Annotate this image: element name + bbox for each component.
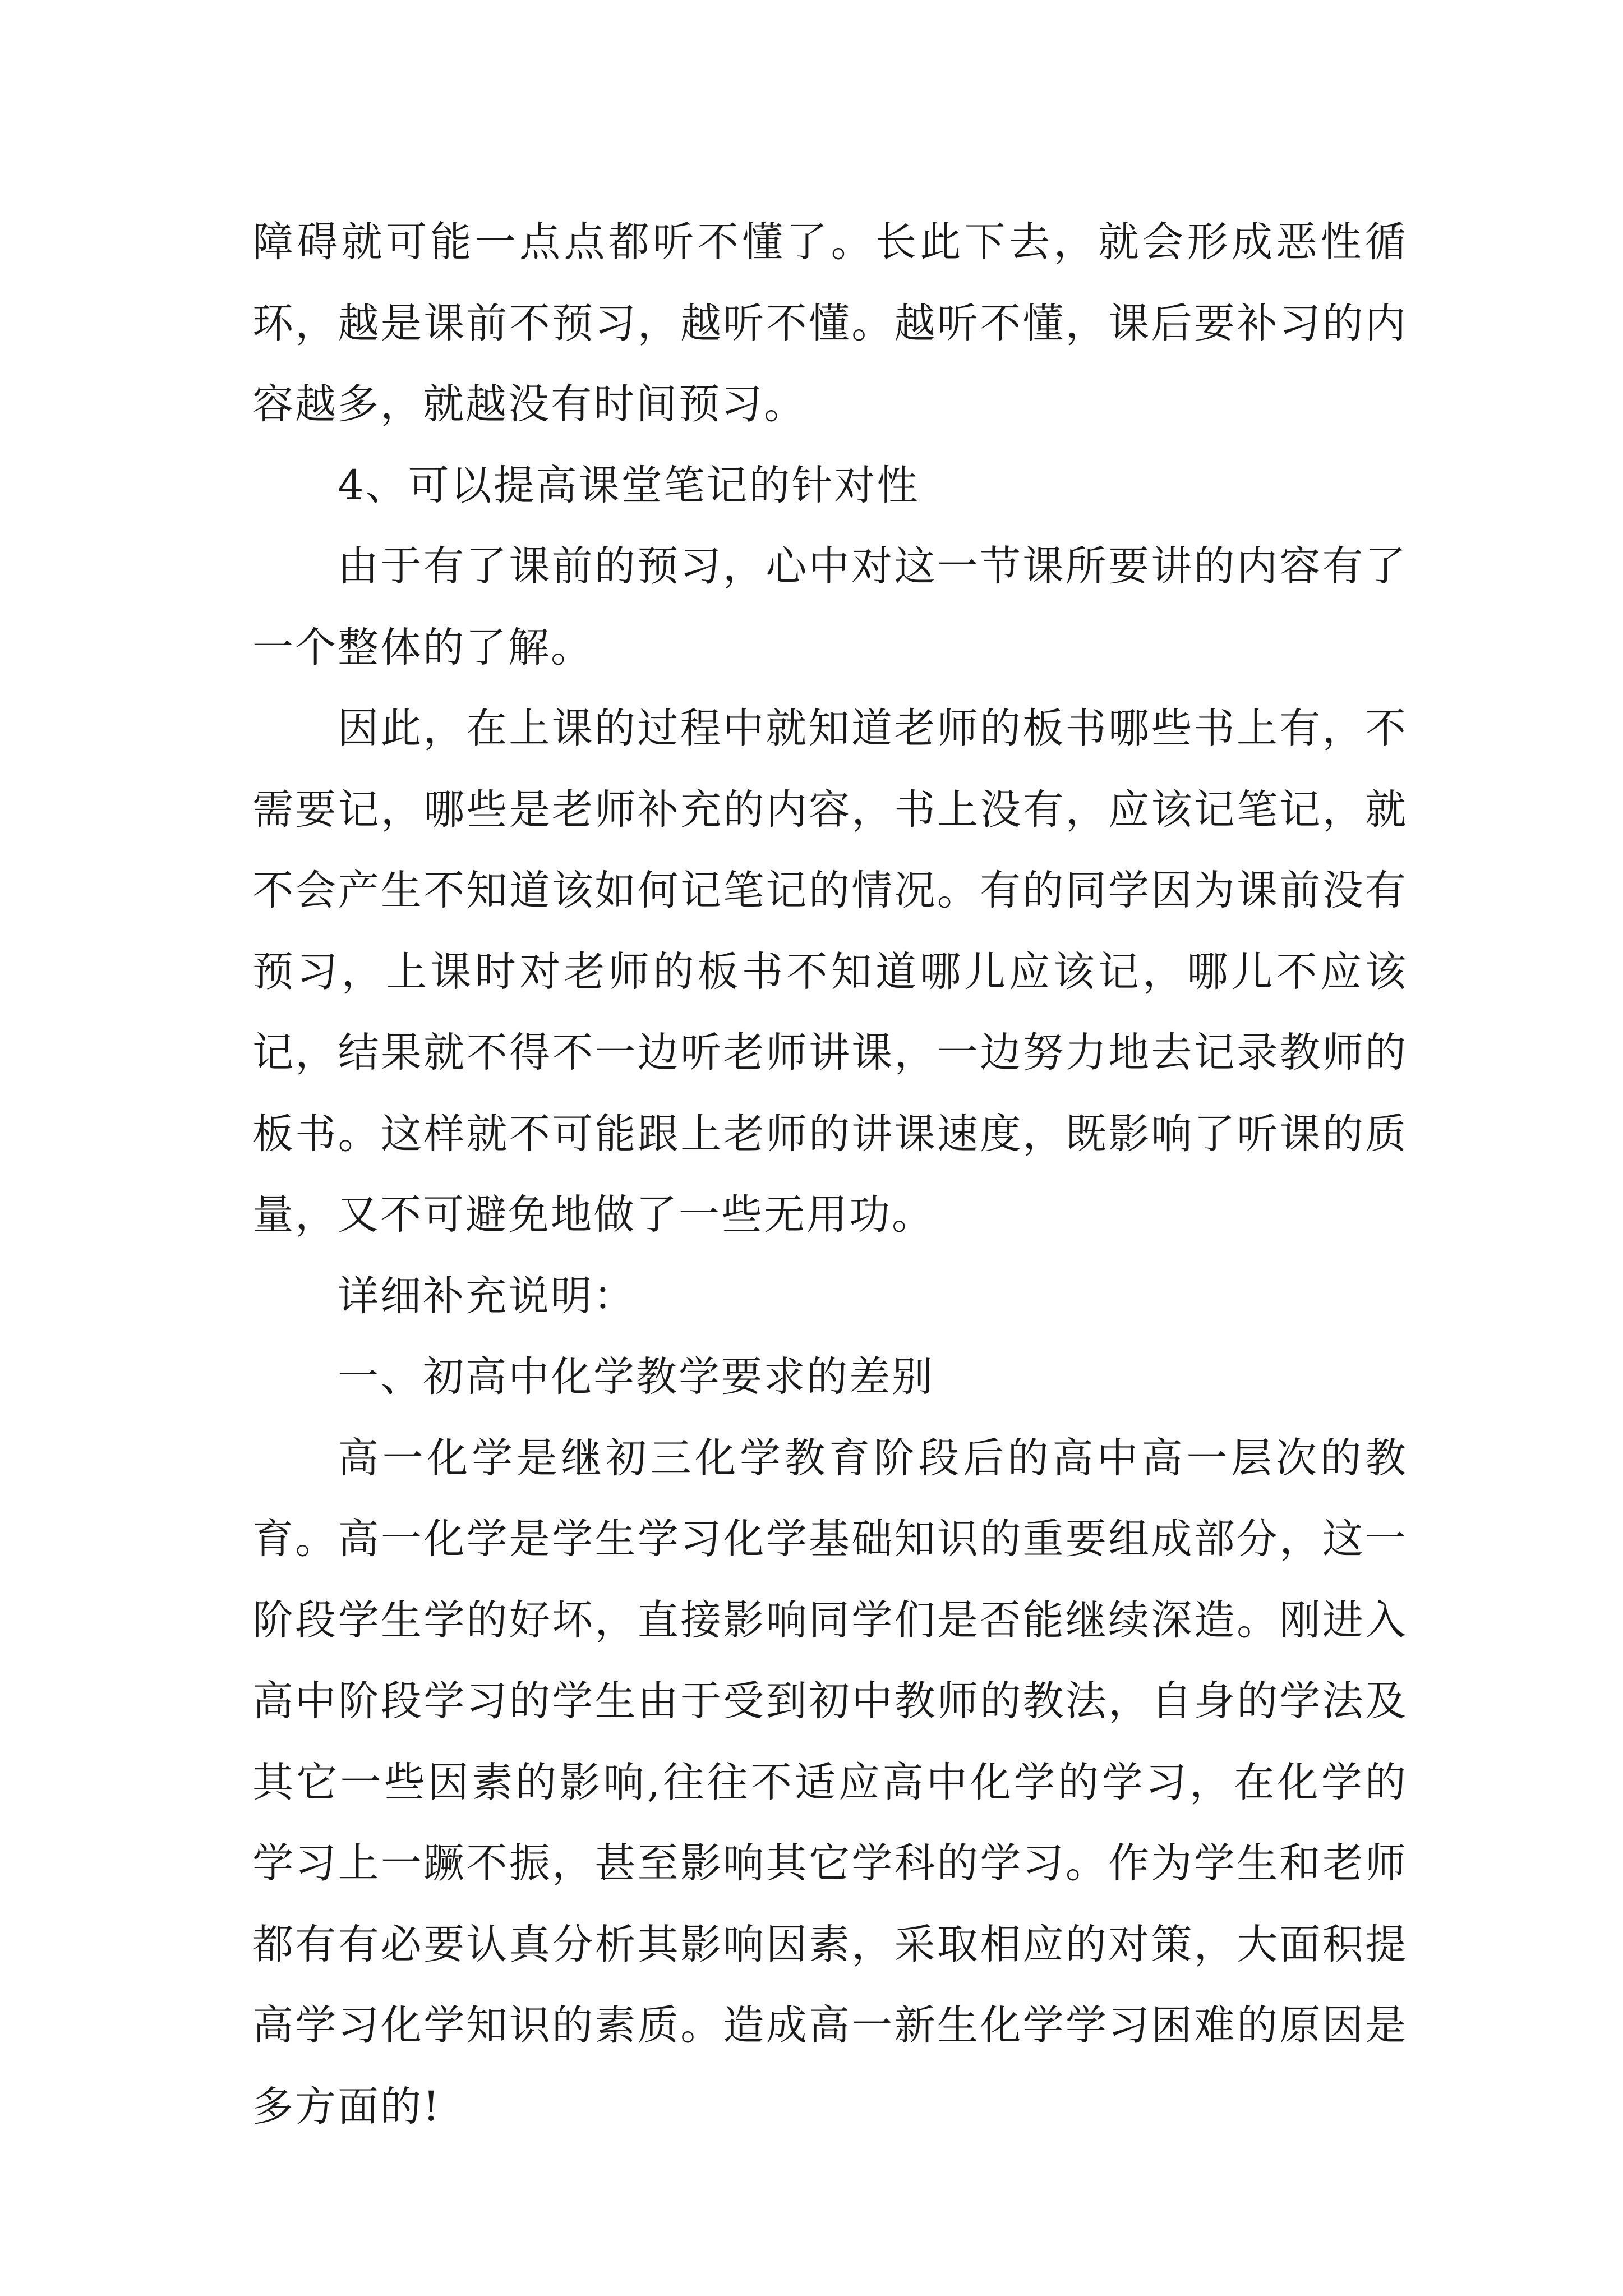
paragraph-heading-note-taking: 4、可以提高课堂笔记的针对性 bbox=[338, 461, 920, 509]
paragraph-continuation: 障碍就可能一点点都听不懂了。长此下去，就会形成恶性循环，越是课前不预习，越听不懂。越听不懂，课后要补习的内容越多，就越没有时间预习。 bbox=[252, 218, 1408, 428]
paragraph-note-taking-detail: 因此，在上课的过程中就知道老师的板书哪些书上有，不需要记，哪些是老师补充的内容，书上没有，应该记笔记，就不会产生不知道该如何记笔记的情况。有的同学因为课前没有预习，上课时对老师的板书不知道哪儿应该记，哪儿不应该记，结果就不得不一边听老师讲课，一边努力地去记录教师的板书。这样就不可能跟上老师的讲课速度，既影响了听课的质量，又不可避免地做了一些无用功。 bbox=[252, 705, 1408, 1239]
paragraph-supplement-label: 详细补充说明： bbox=[338, 1272, 636, 1320]
document-body bbox=[252, 202, 1408, 2147]
paragraph-chemistry-difference: 高一化学是继初三化学教育阶段后的高中高一层次的教育。高一化学是学生学习化学基础知识的重要组成部分，这一阶段学生学的好坏，直接影响同学们是否能继续深造。刚进入高中阶段学习的学生由于受到初中教师的教法，自身的学法及其它一些因素的影响,往往不适应高中化学的学习，在化学的学习上一蹶不振，甚至影响其它学科的学习。作为学生和老师都有有必要认真分析其影响因素，采取相应的对策，大面积提高学习化学知识的素质。造成高一新生化学学习困难的原因是多方面的! bbox=[252, 1434, 1408, 2131]
paragraph-section-heading: 一、初高中化学教学要求的差别 bbox=[338, 1353, 934, 1401]
paragraph-preview-benefit: 由于有了课前的预习，心中对这一节课所要讲的内容有了一个整体的了解。 bbox=[252, 542, 1408, 671]
